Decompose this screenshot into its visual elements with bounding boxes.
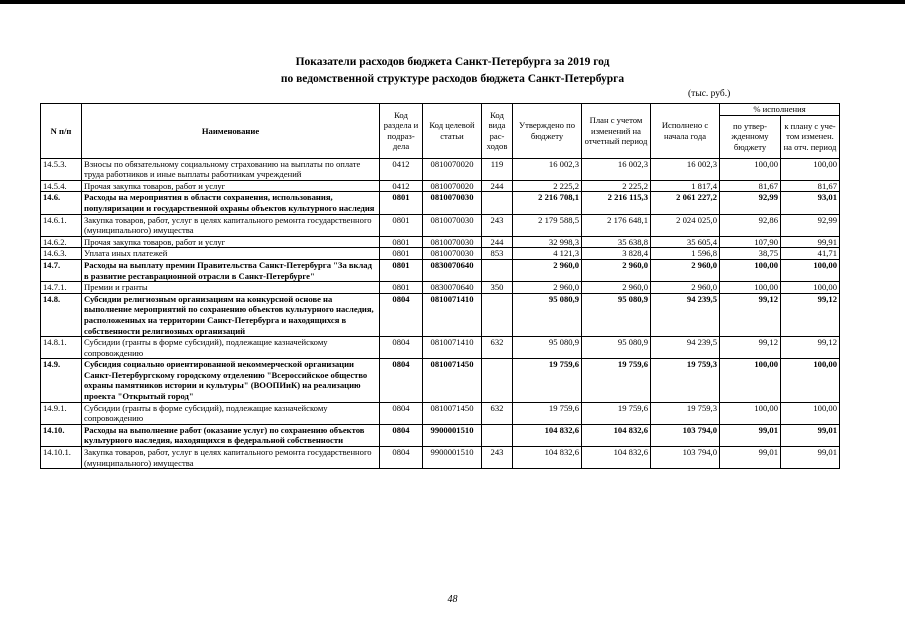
row-plan: 2 960,0 — [582, 282, 651, 294]
row-plan: 19 759,6 — [582, 359, 651, 402]
table-row — [41, 447, 840, 469]
table-row — [41, 282, 840, 294]
row-type-code: 244 — [482, 236, 513, 248]
row-approved: 32 998,3 — [513, 236, 582, 248]
row-type-code: 853 — [482, 248, 513, 260]
row-approved: 19 759,6 — [513, 402, 582, 424]
row-pct-budget: 81,67 — [720, 180, 781, 192]
row-pct-plan: 99,01 — [781, 447, 840, 469]
header-num: N п/п — [41, 104, 82, 159]
row-type-code: 244 — [482, 180, 513, 192]
header-target-code: Код целевой статьи — [423, 104, 482, 159]
row-pct-plan: 100,00 — [781, 282, 840, 294]
row-approved: 95 080,9 — [513, 337, 582, 359]
row-name: Прочая закупка товаров, работ и услуг — [82, 236, 380, 248]
row-num: 14.8.1. — [41, 337, 82, 359]
units-label: (тыс. руб.) — [688, 89, 731, 99]
row-name: Субсидии (гранты в форме субсидий), подлежащие казначейскому сопровождению — [82, 402, 380, 424]
row-num: 14.6.2. — [41, 236, 82, 248]
row-num: 14.9. — [41, 359, 82, 402]
row-num: 14.6. — [41, 192, 82, 214]
row-pct-plan: 99,12 — [781, 337, 840, 359]
row-section-code: 0804 — [380, 402, 423, 424]
row-pct-budget: 38,75 — [720, 248, 781, 260]
row-done: 19 759,3 — [651, 402, 720, 424]
row-done: 35 605,4 — [651, 236, 720, 248]
row-num: 14.6.3. — [41, 248, 82, 260]
row-section-code: 0804 — [380, 447, 423, 469]
row-approved: 104 832,6 — [513, 447, 582, 469]
report-title: Показатели расходов бюджета Санкт-Петербурга за 2019 год — [295, 56, 610, 68]
row-name: Закупка товаров, работ, услуг в целях капитального ремонта государственного (муниципального) имущества — [82, 447, 380, 469]
row-plan: 104 832,6 — [582, 447, 651, 469]
row-section-code: 0804 — [380, 359, 423, 402]
row-approved: 2 960,0 — [513, 282, 582, 294]
row-pct-plan: 93,01 — [781, 192, 840, 214]
row-num: 14.7.1. — [41, 282, 82, 294]
row-name: Расходы на выплату премии Правительства Санкт-Петербурга "За вклад в развитие реставрационной отрасли в Санкт-Петербурге" — [82, 259, 380, 281]
row-type-code — [482, 259, 513, 281]
row-pct-plan: 81,67 — [781, 180, 840, 192]
row-done: 1 596,8 — [651, 248, 720, 260]
header-pct-group: % исполнения — [720, 104, 840, 116]
row-target-code: 0830070640 — [423, 259, 482, 281]
row-done: 2 960,0 — [651, 282, 720, 294]
table-row — [41, 236, 840, 248]
row-done: 2 024 025,0 — [651, 214, 720, 236]
row-pct-budget: 107,90 — [720, 236, 781, 248]
header-approved: Утверждено по бюджету — [513, 104, 582, 159]
row-section-code: 0801 — [380, 259, 423, 281]
table-row — [41, 192, 840, 214]
row-target-code: 0810071450 — [423, 402, 482, 424]
table-row — [41, 337, 840, 359]
row-target-code: 0810071410 — [423, 337, 482, 359]
row-pct-plan: 92,99 — [781, 214, 840, 236]
row-target-code: 0830070640 — [423, 282, 482, 294]
row-name: Премии и гранты — [82, 282, 380, 294]
row-target-code: 0810071450 — [423, 359, 482, 402]
header-pct-budget: по утвер- жденному бюджету — [720, 115, 781, 158]
table-row — [41, 259, 840, 281]
row-section-code: 0801 — [380, 214, 423, 236]
row-type-code: 119 — [482, 158, 513, 180]
row-name: Закупка товаров, работ, услуг в целях капитального ремонта государственного (муниципального) имущества — [82, 214, 380, 236]
budget-table — [40, 103, 840, 469]
row-pct-budget: 99,12 — [720, 293, 781, 336]
row-name: Прочая закупка товаров, работ и услуг — [82, 180, 380, 192]
row-done: 2 061 227,2 — [651, 192, 720, 214]
row-section-code: 0804 — [380, 293, 423, 336]
row-target-code: 0810070020 — [423, 180, 482, 192]
row-pct-plan: 99,01 — [781, 424, 840, 446]
table-header — [41, 104, 840, 159]
row-pct-budget: 92,99 — [720, 192, 781, 214]
row-plan: 16 002,3 — [582, 158, 651, 180]
row-plan: 2 960,0 — [582, 259, 651, 281]
row-pct-plan: 41,71 — [781, 248, 840, 260]
row-plan: 3 828,4 — [582, 248, 651, 260]
row-plan: 35 638,8 — [582, 236, 651, 248]
table-row — [41, 158, 840, 180]
row-target-code: 0810070030 — [423, 236, 482, 248]
row-done: 103 794,0 — [651, 447, 720, 469]
row-approved: 2 179 588,5 — [513, 214, 582, 236]
row-done: 103 794,0 — [651, 424, 720, 446]
page-number: 48 — [447, 594, 458, 605]
row-type-code — [482, 293, 513, 336]
table-row — [41, 402, 840, 424]
row-approved: 2 225,2 — [513, 180, 582, 192]
row-pct-plan: 100,00 — [781, 359, 840, 402]
row-target-code: 9900001510 — [423, 424, 482, 446]
row-section-code: 0801 — [380, 282, 423, 294]
row-approved: 4 121,3 — [513, 248, 582, 260]
row-plan: 2 225,2 — [582, 180, 651, 192]
row-approved: 104 832,6 — [513, 424, 582, 446]
row-type-code — [482, 359, 513, 402]
row-pct-plan: 100,00 — [781, 402, 840, 424]
row-type-code — [482, 192, 513, 214]
row-num: 14.5.4. — [41, 180, 82, 192]
row-target-code: 0810070030 — [423, 192, 482, 214]
table-row — [41, 293, 840, 336]
row-pct-plan: 100,00 — [781, 158, 840, 180]
row-target-code: 9900001510 — [423, 447, 482, 469]
row-type-code — [482, 424, 513, 446]
row-type-code: 632 — [482, 402, 513, 424]
row-num: 14.5.3. — [41, 158, 82, 180]
header-pct-plan: к плану с уче- том изменен. на отч. период — [781, 115, 840, 158]
row-target-code: 0810071410 — [423, 293, 482, 336]
row-approved: 95 080,9 — [513, 293, 582, 336]
row-num: 14.6.1. — [41, 214, 82, 236]
row-pct-budget: 99,01 — [720, 447, 781, 469]
row-plan: 95 080,9 — [582, 337, 651, 359]
row-pct-budget: 99,12 — [720, 337, 781, 359]
row-plan: 2 176 648,1 — [582, 214, 651, 236]
table-row — [41, 424, 840, 446]
table-row — [41, 180, 840, 192]
header-plan: План с учетом изменений на отчетный период — [582, 104, 651, 159]
report-subtitle: по ведомственной структуре расходов бюджета Санкт-Петербурга — [280, 73, 625, 85]
row-pct-budget: 92,86 — [720, 214, 781, 236]
row-num: 14.9.1. — [41, 402, 82, 424]
row-num: 14.8. — [41, 293, 82, 336]
header-type-code: Код вида рас- ходов — [482, 104, 513, 159]
row-pct-plan: 100,00 — [781, 259, 840, 281]
row-approved: 19 759,6 — [513, 359, 582, 402]
header-done: Исполнено с начала года — [651, 104, 720, 159]
row-pct-budget: 100,00 — [720, 259, 781, 281]
row-plan: 19 759,6 — [582, 402, 651, 424]
row-type-code: 243 — [482, 447, 513, 469]
document-page — [0, 4, 905, 640]
row-name: Субсидия социально ориентированной некоммерческой организации Санкт-Петербургскому городскому отделению "Всероссийское общество охраны памятников истории и культуры" (ВООПИиК) на реализацию проекта "Открытый город" — [82, 359, 380, 402]
header-name: Наименование — [82, 104, 380, 159]
row-plan: 95 080,9 — [582, 293, 651, 336]
row-target-code: 0810070020 — [423, 158, 482, 180]
table-body — [41, 158, 840, 469]
row-approved: 2 960,0 — [513, 259, 582, 281]
row-target-code: 0810070030 — [423, 248, 482, 260]
row-section-code: 0801 — [380, 248, 423, 260]
header-section-code: Код раздела и подраз- дела — [380, 104, 423, 159]
row-num: 14.10. — [41, 424, 82, 446]
row-pct-budget: 100,00 — [720, 282, 781, 294]
row-name: Субсидии религиозным организациям на конкурсной основе на выполнение мероприятий по сохранению объектов культурного наследия, расположенных на территории Санкт-Петербурга и находящихся в собственности религиозных организаций — [82, 293, 380, 336]
row-pct-budget: 99,01 — [720, 424, 781, 446]
row-name: Уплата иных платежей — [82, 248, 380, 260]
row-pct-budget: 100,00 — [720, 359, 781, 402]
row-section-code: 0412 — [380, 180, 423, 192]
row-target-code: 0810070030 — [423, 214, 482, 236]
row-pct-budget: 100,00 — [720, 402, 781, 424]
row-name: Расходы на мероприятия в области сохранения, использования, популяризации и государственной охраны объектов культурного наследия — [82, 192, 380, 214]
row-section-code: 0801 — [380, 236, 423, 248]
row-name: Субсидии (гранты в форме субсидий), подлежащие казначейскому сопровождению — [82, 337, 380, 359]
row-done: 94 239,5 — [651, 293, 720, 336]
row-section-code: 0801 — [380, 192, 423, 214]
row-done: 94 239,5 — [651, 337, 720, 359]
row-done: 16 002,3 — [651, 158, 720, 180]
row-plan: 2 216 115,3 — [582, 192, 651, 214]
row-pct-plan: 99,12 — [781, 293, 840, 336]
row-section-code: 0804 — [380, 337, 423, 359]
table-row — [41, 248, 840, 260]
row-num: 14.10.1. — [41, 447, 82, 469]
row-done: 1 817,4 — [651, 180, 720, 192]
row-name: Взносы по обязательному социальному страхованию на выплаты по оплате труда работников и иные выплаты работникам учреждений — [82, 158, 380, 180]
row-plan: 104 832,6 — [582, 424, 651, 446]
row-done: 19 759,3 — [651, 359, 720, 402]
row-pct-plan: 99,91 — [781, 236, 840, 248]
table-row — [41, 359, 840, 402]
row-approved: 16 002,3 — [513, 158, 582, 180]
row-pct-budget: 100,00 — [720, 158, 781, 180]
row-section-code: 0804 — [380, 424, 423, 446]
row-type-code: 632 — [482, 337, 513, 359]
table-row — [41, 214, 840, 236]
row-type-code: 243 — [482, 214, 513, 236]
row-type-code: 350 — [482, 282, 513, 294]
row-name: Расходы на выполнение работ (оказание услуг) по сохранению объектов культурного наследия, находящихся в федеральной собственности — [82, 424, 380, 446]
row-num: 14.7. — [41, 259, 82, 281]
row-section-code: 0412 — [380, 158, 423, 180]
row-approved: 2 216 708,1 — [513, 192, 582, 214]
row-done: 2 960,0 — [651, 259, 720, 281]
